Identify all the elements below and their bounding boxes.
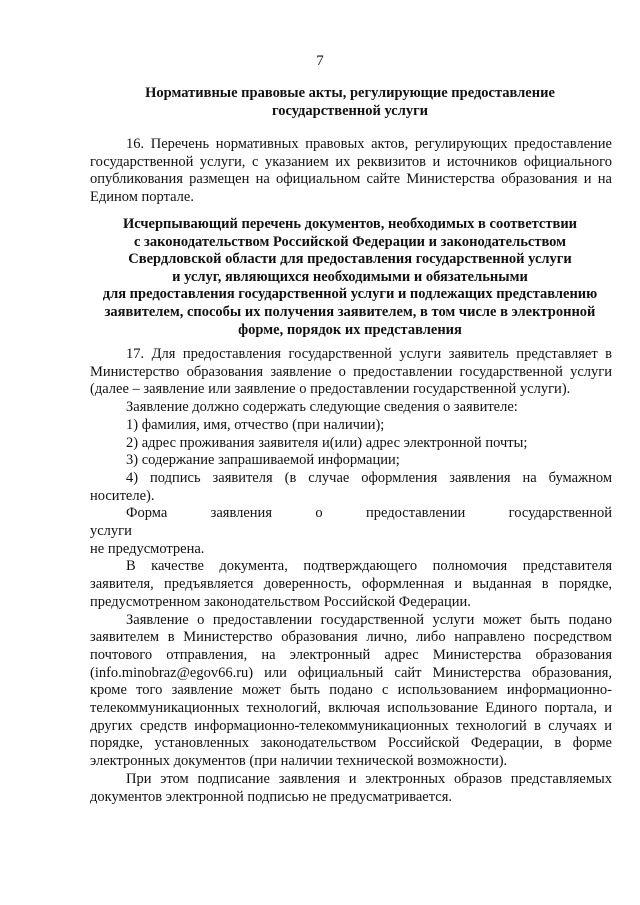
- list-item: 3) содержание запрашиваемой информации;: [126, 452, 400, 469]
- section-heading-normative-acts: [90, 85, 610, 120]
- paragraph-submission: Заявление о предоставлении государственной услуги может быть подано заявителем в Министерство образования лично, либо направлено посредством почтового отправления, на электронный адрес Министерства образования (info.minobraz@egov66.ru) или официальный сайт Министерства образования, кроме того заявление может быть подано с использованием информационно-телекоммуникационных технологий, включая использование Единого портала, и других средств информационно-телекоммуникационных технологий в случаях и порядке, установленных законодательством Российской Федерации, в форме электронных документов (при наличии технической возможности).: [90, 611, 612, 770]
- list-item: 2) адрес проживания заявителя и(или) адрес электронной почты;: [126, 434, 528, 451]
- section-heading-documents-list: [90, 216, 610, 339]
- heading-line: Исчерпывающий перечень документов, необходимых в соответствии: [122, 216, 578, 232]
- heading-line: форме, порядок их представления: [238, 321, 462, 338]
- paragraph-representative: В качестве документа, подтверждающего полномочия представителя заявителя, предъявляется доверенность, оформленная и выданная в порядке, предусмотренном законодательством Российской Федерации.: [90, 558, 612, 610]
- heading-line: с законодательством Российской Федерации и законодательством: [133, 233, 567, 250]
- heading-line: Свердловской области для предоставления государственной услуги: [128, 251, 572, 268]
- paragraph-form-line2: не предусмотрена.: [90, 540, 205, 557]
- page-number: 7: [316, 53, 324, 69]
- paragraph-17: 17. Для предоставления государственной услуги заявитель представляет в Министерство образования заявление о предоставлении государственной услуги (далее – заявление или заявление о предоставлении государственной услуги).: [90, 346, 612, 398]
- list-item: 1) фамилия, имя, отчество (при наличии);: [126, 416, 385, 433]
- heading-line: и услуг, являющихся необходимыми и обязательными: [172, 268, 528, 285]
- paragraph-16: 16. Перечень нормативных правовых актов, регулирующих предоставление государственной услуги, с указанием их реквизитов и источников официального опубликования размещен на официальном сайте Министерства образования и на Едином портале.: [90, 136, 612, 206]
- heading-line: Нормативные правовые акты, регулирующие предоставление: [145, 85, 555, 101]
- paragraph-form-line1: Форма заявления о предоставлении государственной услуги: [90, 505, 612, 540]
- heading-line: для предоставления государственной услуги и подлежащих представлению: [102, 286, 598, 303]
- heading-line: заявителем, способы их получения заявителем, в том числе в электронной: [104, 303, 596, 320]
- list-item: 4) подпись заявителя (в случае оформления заявления на бумажном носителе).: [90, 469, 612, 504]
- section-16-body: [90, 136, 612, 207]
- section-17-body: [90, 346, 612, 806]
- paragraph-contents-intro: Заявление должно содержать следующие сведения о заявителе:: [126, 399, 518, 416]
- paragraph-signature: При этом подписание заявления и электронных образов представляемых документов электронной подписью не предусматривается.: [90, 770, 612, 805]
- heading-line: государственной услуги: [271, 102, 429, 119]
